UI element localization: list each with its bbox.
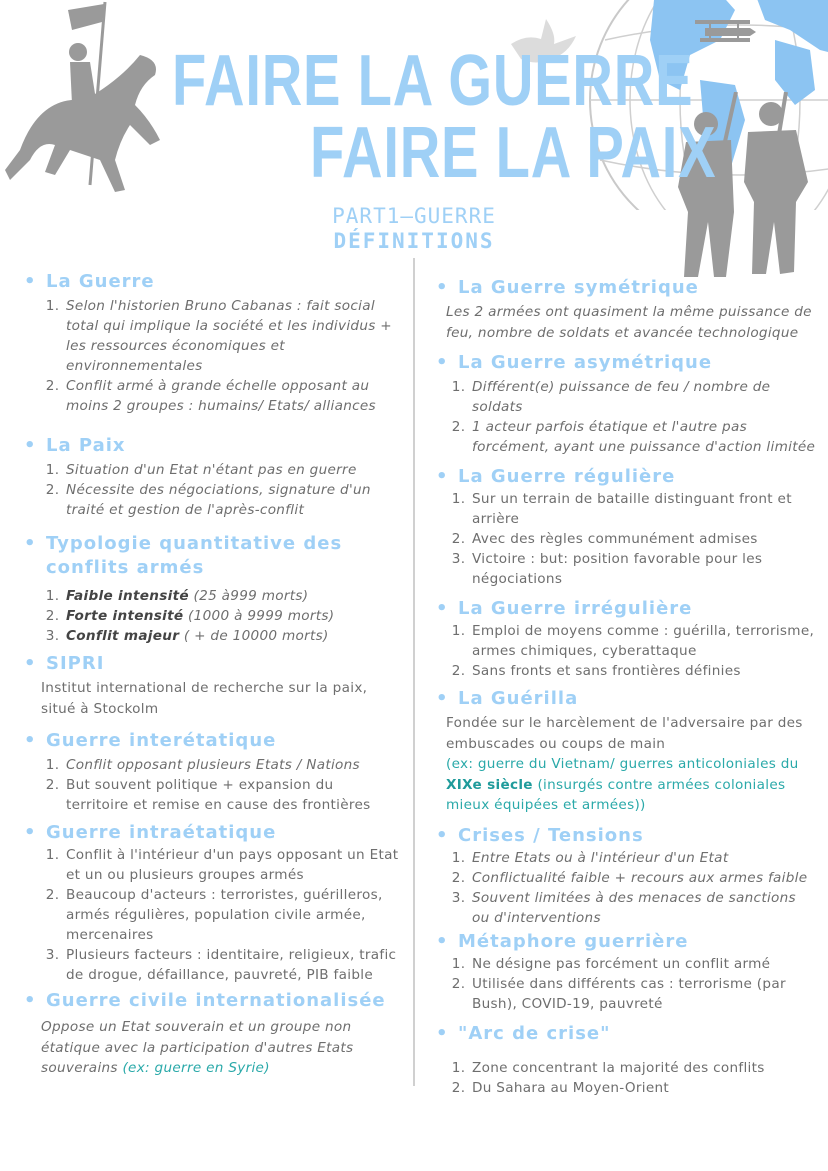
section-heading: • La Guerre irrégulière [432,597,816,621]
section-interetatique [20,729,400,815]
list-item [64,606,400,626]
section-heading: • La Guerre asymétrique [432,351,816,375]
page-title-line2: FAIRE LA PAIX [310,113,717,193]
list-item [64,586,400,606]
definition-text: Oppose un Etat souverain et un groupe non étatique avec la participation d'autres Etats souverains [41,1019,354,1076]
right-column [432,276,816,1098]
section-heading: • Typologie quantitative des conflits armés [20,532,400,580]
list-item: 2. Nécessite des négociations, signature d'un traité et gestion de l'après-conflit [64,480,400,520]
list-item: 1. Sur un terrain de bataille distinguant front et arrière [470,489,816,529]
section-text [20,1017,400,1079]
intensity-label: Faible intensité [66,588,189,604]
intensity-range: ( + de 10000 morts) [179,628,329,644]
part-subtitle: PART1—GUERRE [332,204,496,228]
century-label: XIXe siècle [446,776,533,793]
list-item: 2. But souvent politique + expansion du territoire et remise en cause des frontières [64,775,400,815]
section-irreguliere [432,597,816,681]
section-heading: • Métaphore guerrière [432,930,816,954]
section-text: Fondée sur le harcèlement de l'adversaire par des embuscades ou coups de main [446,715,803,752]
list-item: 1. Selon l'historien Bruno Cabanas : fait social total qui implique la société et les individus + les ressources économiques et environnementales [64,296,400,376]
list-item: 1. Conflit à l'intérieur d'un pays opposant un Etat et un ou plusieurs groupes armés [64,845,400,885]
list-item: 1. Entre Etats ou à l'intérieur d'un Etat [470,848,816,868]
section-heading: • Guerre intraétatique [20,821,400,845]
section-text: Les 2 armées ont quasiment la même puissance de feu, nombre de soldats et avancée technologique [446,304,812,341]
section-heading: • Guerre interétatique [20,729,400,753]
example-part: (insurgés contre armées coloniales mieux équipées et armées)) [446,776,786,813]
list-item: 2. Conflictualité faible + recours aux armes faible [470,868,816,888]
definitions-subtitle: DÉFINITIONS [333,229,495,253]
section-symetrique [432,276,816,343]
section-sipri [20,652,400,719]
intensity-range: (1000 à 9999 morts) [183,608,335,624]
list-item: 3. Victoire : but: position favorable pour les négociations [470,549,816,589]
list-item: 1. Situation d'un Etat n'étant pas en guerre [64,460,400,480]
list-item: 3. Souvent limitées à des menaces de sanctions ou d'interventions [470,888,816,928]
list-item: 2. Beaucoup d'acteurs : terroristes, guérilleros, armés régulières, population civile armée, mercenaires [64,885,400,945]
biplane-icon [690,12,760,52]
intensity-label: Conflit majeur [66,628,180,644]
list-item: 1. Conflit opposant plusieurs Etats / Nations [64,755,400,775]
section-text: Institut international de recherche sur la paix, situé à Stockolm [41,680,368,717]
list-item: 1. Emploi de moyens comme : guérilla, terrorisme, armes chimiques, cyberattaque [470,621,816,661]
section-heading: • La Guerre symétrique [432,276,816,300]
list-item: 2. 1 acteur parfois étatique et l'autre pas forcément, ayant une puissance d'action limitée [470,417,816,457]
list-item: 2. Utilisée dans différents cas : terrorisme (par Bush), COVID-19, pauvreté [470,974,816,1014]
section-guerre [20,270,400,416]
list-item: 2. Du Sahara au Moyen-Orient [470,1078,816,1098]
section-paix [20,434,400,520]
section-heading: • "Arc de crise" [432,1022,816,1046]
list-item: 2. Conflit armé à grande échelle opposant au moins 2 groupes : humains/ Etats/ alliances [64,376,400,416]
column-divider [413,258,415,1086]
section-heading: • Guerre civile internationalisée [20,989,400,1013]
section-guerre-civile [20,989,400,1079]
section-guerilla [432,687,816,816]
list-item: 2. Avec des règles communément admises [470,529,816,549]
horseman-flag-silhouette-icon [0,0,175,200]
list-item: 1. Ne désigne pas forcément un conflit armé [470,954,816,974]
section-reguliere [432,465,816,589]
section-heading: • La Guerre [20,270,400,294]
section-heading: • La Guerre régulière [432,465,816,489]
list-item: 2. Sans fronts et sans frontières définies [470,661,816,681]
list-item: 1. Différent(e) puissance de feu / nombre de soldats [470,377,816,417]
section-typologie [20,532,400,646]
section-heading: • SIPRI [20,652,400,676]
list-item [64,626,400,646]
section-heading: • La Paix [20,434,400,458]
section-metaphore [432,930,816,1014]
section-heading: • Crises / Tensions [432,824,816,848]
section-heading: • La Guérilla [432,687,816,711]
section-crises [432,824,816,928]
left-column [20,270,400,1079]
page-title-line1: FAIRE LA GUERRE [172,41,694,121]
example-text: (ex: guerre en Syrie) [122,1060,270,1076]
section-intraetatique [20,821,400,985]
intensity-label: Forte intensité [66,608,184,624]
section-asymetrique [432,351,816,457]
section-arc-de-crise [432,1022,816,1098]
list-item: 1. Zone concentrant la majorité des conflits [470,1058,816,1078]
intensity-range: (25 à999 morts) [188,588,309,604]
list-item: 3. Plusieurs facteurs : identitaire, religieux, trafic de drogue, défaillance, pauvreté, PIB faible [64,945,400,985]
example-text [432,754,816,816]
example-part: (ex: guerre du Vietnam/ guerres anticoloniales du [446,756,799,772]
